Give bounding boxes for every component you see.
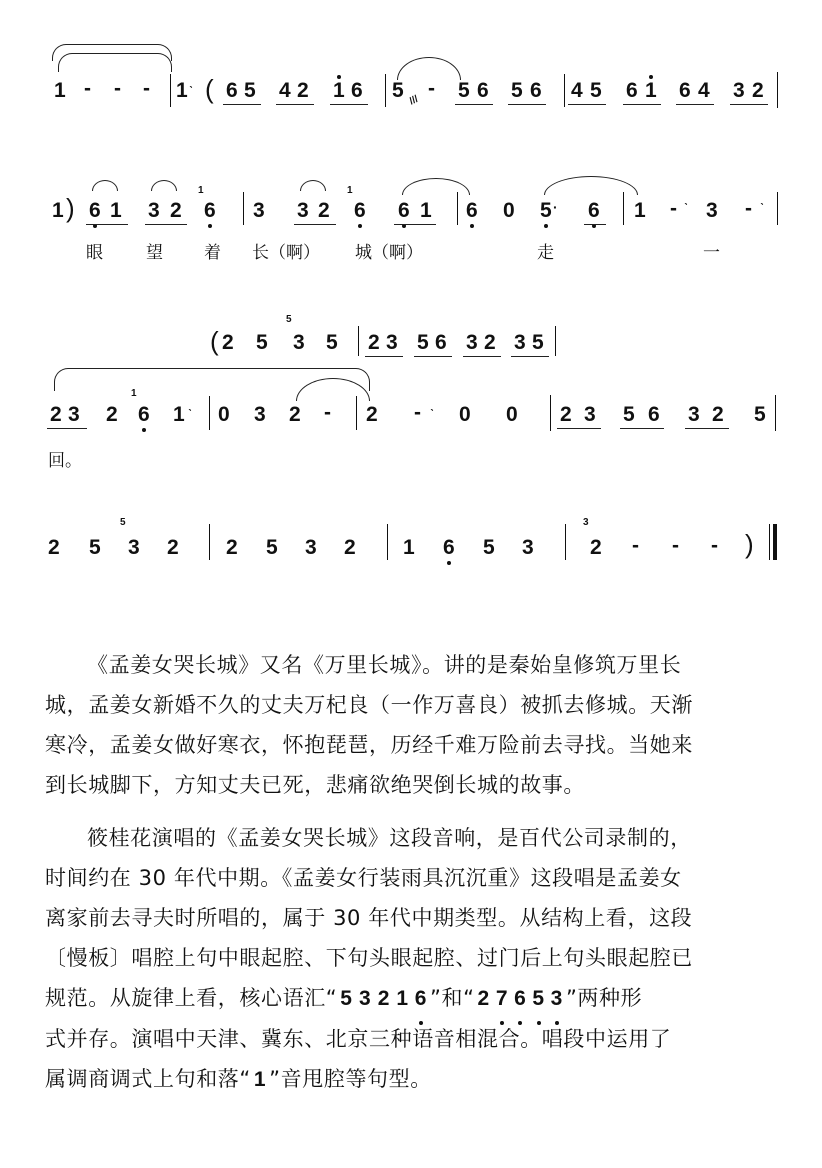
- barline: [209, 396, 210, 430]
- note: 2: [297, 79, 309, 102]
- note: 5: [590, 79, 602, 102]
- note: 2: [48, 536, 60, 559]
- note: 2: [226, 536, 238, 559]
- text-span: 属调商调式上句和落“: [45, 1067, 251, 1091]
- note: 3: [733, 79, 745, 102]
- barline: [209, 524, 210, 560]
- note: 5: [89, 536, 101, 559]
- dash: -: [672, 534, 679, 557]
- underline: [685, 428, 729, 429]
- note: 4: [698, 79, 710, 102]
- note: 2: [170, 199, 182, 222]
- barline: [777, 72, 778, 108]
- note: 2: [289, 403, 301, 426]
- slur: [300, 180, 326, 191]
- dash: -: [84, 77, 91, 100]
- barline: [457, 192, 458, 225]
- text-span: ”和“: [429, 986, 475, 1010]
- note: 6: [435, 331, 447, 354]
- note: 3: [253, 199, 265, 222]
- note: 3: [128, 536, 140, 559]
- final-barline-thin: [769, 524, 770, 560]
- note: 1: [176, 79, 188, 102]
- text-line: 式并存。演唱中天津、冀东、北京三种语音相混合。唱段中运用了: [45, 1027, 672, 1051]
- lyric: 一: [703, 243, 720, 263]
- slur: [151, 180, 177, 191]
- grace-note: 1: [131, 388, 137, 399]
- barline: [777, 192, 778, 225]
- note: 3: [386, 331, 398, 354]
- underline: [557, 428, 601, 429]
- barline: [550, 395, 551, 431]
- note: 1: [52, 199, 64, 222]
- barline: [564, 74, 565, 107]
- underline: [394, 224, 436, 225]
- note: 5: [754, 403, 766, 426]
- note: 2: [318, 199, 330, 222]
- note: 1: [173, 403, 185, 426]
- note: 6: [626, 79, 638, 102]
- note: 3: [254, 403, 266, 426]
- text-span: ”两种形: [565, 986, 643, 1010]
- underline: [365, 356, 403, 357]
- note: 6: [226, 79, 238, 102]
- grace-note: 1: [198, 185, 204, 196]
- barline: [555, 326, 556, 356]
- dash: -: [632, 534, 639, 557]
- note: 1: [54, 79, 66, 102]
- note: 1: [634, 199, 646, 222]
- lyric: 着: [204, 243, 221, 263]
- note: 2: [222, 331, 234, 354]
- barline: [356, 396, 357, 430]
- paragraph-1: [45, 645, 775, 805]
- note: 5: [458, 79, 470, 102]
- note: 3: [293, 331, 305, 354]
- final-barline-thick: [773, 524, 777, 560]
- underline: [508, 104, 546, 105]
- tremolo-mark: ///: [407, 93, 421, 108]
- dash: -: [428, 77, 435, 100]
- underline: [47, 428, 87, 429]
- note: 5: [417, 331, 429, 354]
- note: 6: [648, 403, 660, 426]
- note-low: 6: [466, 199, 478, 222]
- text-span: 规范。从旋律上看，核心语汇“: [45, 986, 338, 1010]
- note: 1: [420, 199, 432, 222]
- paren-open: (: [210, 326, 219, 356]
- dash: -: [324, 401, 331, 424]
- note: 3: [584, 403, 596, 426]
- grace-note: 1: [347, 185, 353, 196]
- note: 2: [560, 403, 572, 426]
- tie: [58, 53, 172, 72]
- underline: [511, 356, 549, 357]
- note: 2: [366, 403, 378, 426]
- underline: [623, 104, 661, 105]
- note: 0: [506, 403, 518, 426]
- paren-open: (: [205, 74, 214, 104]
- paren-close: ): [66, 193, 75, 223]
- note-low: 6: [354, 199, 366, 222]
- note: 6: [679, 79, 691, 102]
- note: 5: [256, 331, 268, 354]
- jianpu-inline-low: 7: [496, 979, 508, 1019]
- dash: -: [414, 401, 421, 424]
- breath-mark: ˎ: [684, 189, 689, 205]
- note: 5: [392, 79, 404, 102]
- jianpu-inline: 2: [477, 987, 490, 1010]
- grace-note: 5: [120, 517, 126, 528]
- jianpu-inline-low: 3: [551, 979, 563, 1019]
- breath-mark: ˎ: [760, 189, 765, 205]
- note-low: 6: [204, 199, 216, 222]
- note: 0: [218, 403, 230, 426]
- jianpu-inline-low: 5: [532, 979, 544, 1019]
- grace-note: 3: [583, 517, 589, 528]
- note: 3: [688, 403, 700, 426]
- text-line: 〔慢板〕唱腔上句中眼起腔、下句头眼起腔、过门后上句头眼起腔已: [45, 946, 693, 970]
- note: 1: [403, 536, 415, 559]
- note: 2: [484, 331, 496, 354]
- text-line: 《孟姜女哭长城》又名《万里长城》。讲的是秦始皇修筑万里长: [87, 653, 682, 677]
- note: 3: [297, 199, 309, 222]
- note-high: 1: [333, 79, 345, 102]
- note: 6: [351, 79, 363, 102]
- underline: [620, 428, 664, 429]
- augmentation-dot: ·: [553, 199, 558, 215]
- note: 5: [511, 79, 523, 102]
- note-high: 1: [645, 79, 657, 102]
- note: 2: [50, 403, 62, 426]
- text-span: ”音甩腔等句型。: [269, 1067, 432, 1091]
- lyric: 望: [146, 243, 163, 263]
- note: 3: [68, 403, 80, 426]
- jianpu-inline-low: 6: [514, 979, 526, 1019]
- underline: [676, 104, 714, 105]
- lyric: 走: [537, 243, 554, 263]
- paren-close: ): [745, 529, 754, 559]
- note: 5: [326, 331, 338, 354]
- note: 3: [148, 199, 160, 222]
- text-line: 寒冷，孟姜女做好寒衣，怀抱琵琶，历经千难万险前去寻找。当她来: [45, 733, 693, 757]
- note-low: 6: [443, 536, 455, 559]
- note: 5: [266, 536, 278, 559]
- note: 0: [503, 199, 515, 222]
- lyric: 眼: [86, 243, 103, 263]
- dash: -: [670, 197, 677, 220]
- note-low: 6: [138, 403, 150, 426]
- note: 2: [106, 403, 118, 426]
- lyric: 回。: [48, 451, 82, 471]
- note: 4: [571, 79, 583, 102]
- note: 2: [167, 536, 179, 559]
- text-line: 到长城脚下，方知丈夫已死，悲痛欲绝哭倒长城的故事。: [45, 773, 585, 797]
- barline: [387, 524, 388, 560]
- underline: [730, 104, 768, 105]
- note: 5: [483, 536, 495, 559]
- note: 5: [244, 79, 256, 102]
- slur: [92, 180, 118, 191]
- slur: [402, 178, 470, 195]
- jianpu-inline: 5 3 2 1: [340, 987, 409, 1010]
- underline: [330, 104, 368, 105]
- breath-mark: ˎ: [430, 395, 435, 411]
- note-low: 6: [588, 199, 600, 222]
- underline: [463, 356, 501, 357]
- underline: [86, 224, 128, 225]
- lyric: 长（啊）: [252, 243, 320, 263]
- note: 6: [477, 79, 489, 102]
- underline: [414, 356, 452, 357]
- text-line: 时间约在 30 年代中期。《孟姜女行装雨具沉沉重》这段唱是孟姜女: [45, 866, 682, 890]
- note: 3: [514, 331, 526, 354]
- underline: [145, 224, 187, 225]
- note: 3: [466, 331, 478, 354]
- note: 2: [712, 403, 724, 426]
- note: 0: [459, 403, 471, 426]
- barline: [385, 74, 386, 107]
- dash: -: [711, 534, 718, 557]
- text-line: [45, 978, 775, 1019]
- underline: [584, 224, 606, 225]
- grace-note: 5: [286, 314, 292, 325]
- paragraph-2: [45, 818, 775, 1100]
- note-low: 6: [398, 199, 410, 222]
- barline: [775, 395, 776, 431]
- note: 2: [590, 536, 602, 559]
- barline: [170, 74, 171, 107]
- note: 2: [752, 79, 764, 102]
- note: 6: [530, 79, 542, 102]
- note: 5: [623, 403, 635, 426]
- dash: -: [114, 77, 121, 100]
- note: 2: [344, 536, 356, 559]
- barline: [565, 524, 566, 560]
- jianpu-inline-low: 6: [415, 979, 427, 1019]
- note: 3: [305, 536, 317, 559]
- text-line: 城，孟姜女新婚不久的丈夫万杞良（一作万喜良）被抓去修城。天渐: [45, 693, 693, 717]
- breath-mark: ˎ: [188, 395, 193, 411]
- barline: [623, 192, 624, 225]
- text-line: 离家前去寻夫时所唱的，属于 30 年代中期类型。从结构上看，这段: [45, 906, 693, 930]
- barline: [358, 326, 359, 356]
- underline: [294, 224, 336, 225]
- note: 2: [368, 331, 380, 354]
- underline: [568, 104, 606, 105]
- note: 3: [706, 199, 718, 222]
- underline: [276, 104, 314, 105]
- dash: -: [143, 77, 150, 100]
- note: 5: [532, 331, 544, 354]
- dash: -: [745, 197, 752, 220]
- barline: [243, 192, 244, 225]
- text-line: [45, 1059, 775, 1100]
- text-line: 筱桂花演唱的《孟姜女哭长城》这段音响，是百代公司录制的，: [87, 826, 692, 850]
- note-low: 6: [89, 199, 101, 222]
- underline: [223, 104, 261, 105]
- note: 4: [279, 79, 291, 102]
- note-low: 5: [540, 199, 552, 222]
- jianpu-inline: 1: [253, 1068, 267, 1091]
- breath-mark: ˎ: [189, 72, 194, 88]
- underline: [455, 104, 493, 105]
- note: 1: [110, 199, 122, 222]
- note: 3: [522, 536, 534, 559]
- lyric: 城（啊）: [355, 243, 423, 263]
